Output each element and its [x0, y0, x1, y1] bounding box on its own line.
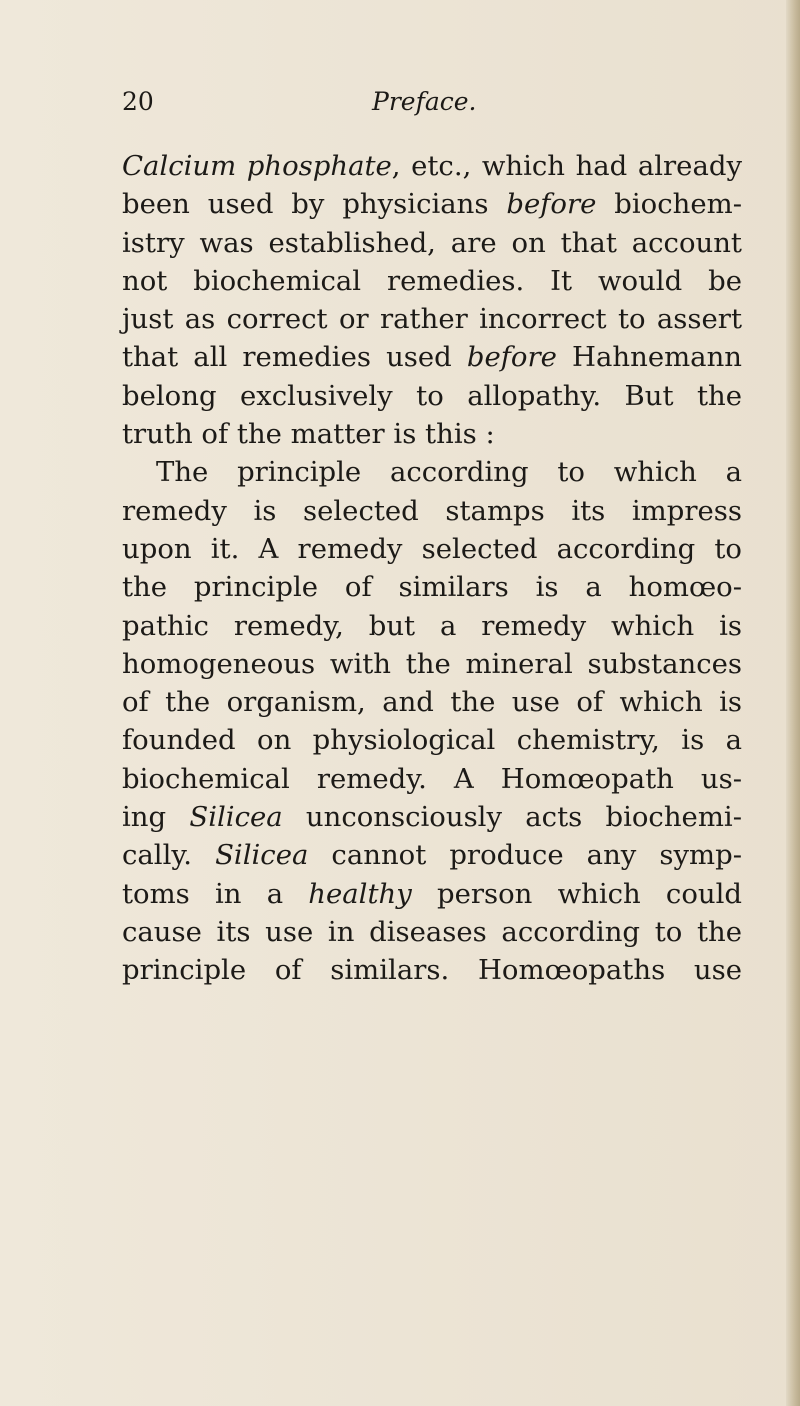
text-line: been used by physicians before biochem-	[122, 188, 742, 221]
text-line: pathic remedy, but a remedy which is	[122, 609, 742, 642]
text-line: cally. Silicea cannot produce any symp-	[122, 839, 742, 872]
running-title: Preface.	[372, 87, 477, 116]
text-line: istry was established, are on that account	[122, 226, 742, 259]
text-line: belong exclusively to allopathy. But the	[122, 379, 742, 412]
text-line: toms in a healthy person which could	[122, 877, 742, 910]
text-line: principle of similars. Homœopaths use	[122, 954, 742, 987]
body-text	[122, 147, 742, 990]
text-line: ing Silicea unconsciously acts biochemi-	[122, 801, 742, 834]
text-line: homogeneous with the mineral substances	[122, 647, 742, 680]
page-number: 20	[122, 87, 154, 116]
text-line: upon it. A remedy selected according to	[122, 532, 742, 565]
text-line: cause its use in diseases according to the	[122, 915, 742, 948]
text-line: that all remedies used before Hahnemann	[122, 341, 742, 374]
text-line: truth of the matter is this :	[122, 418, 495, 451]
text-line: founded on physiological chemistry, is a	[122, 724, 742, 757]
running-head	[122, 86, 742, 118]
text-line: not biochemical remedies. It would be	[122, 264, 742, 297]
text-line: the principle of similars is a homœo-	[122, 571, 742, 604]
text-line: just as correct or rather incorrect to assert	[122, 303, 742, 336]
text-line: The principle according to which a	[156, 456, 742, 489]
text-line: biochemical remedy. A Homœopath us-	[122, 762, 742, 795]
text-line: of the organism, and the use of which is	[122, 686, 742, 719]
text-line: remedy is selected stamps its impress	[122, 494, 742, 527]
page-edge-shadow	[786, 0, 800, 1406]
text-line: Calcium phosphate, etc., which had already	[122, 150, 742, 182]
